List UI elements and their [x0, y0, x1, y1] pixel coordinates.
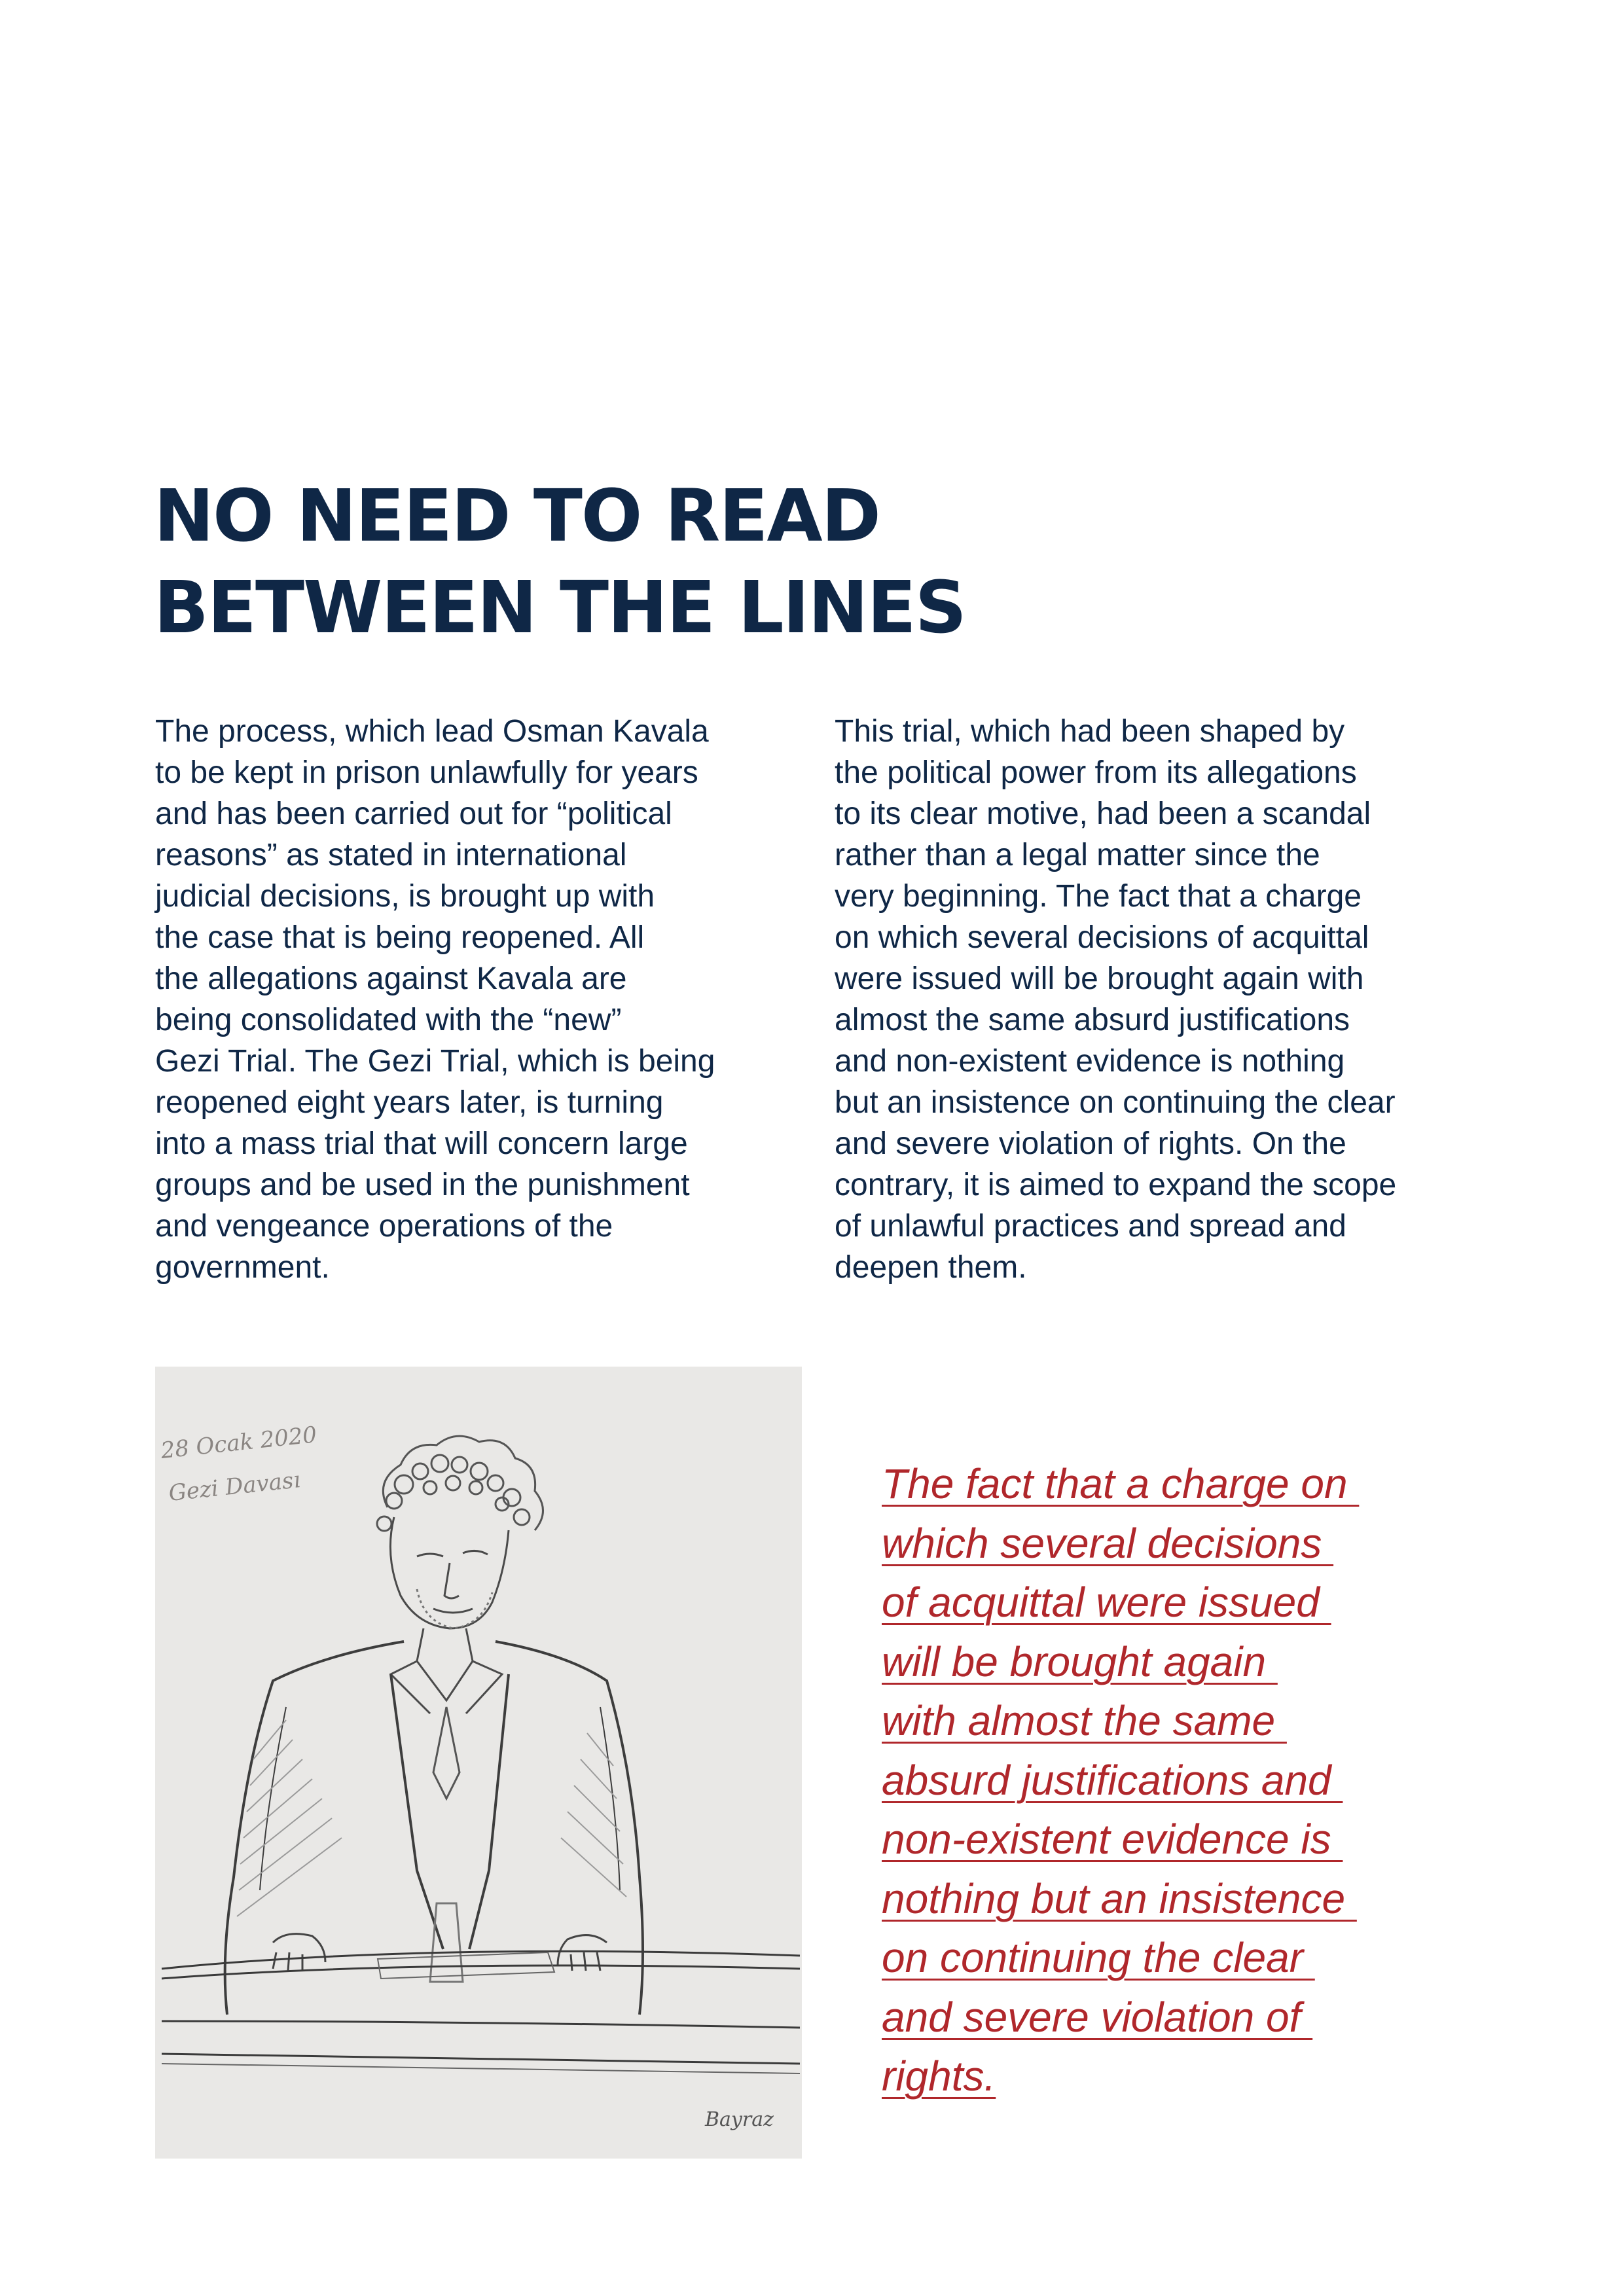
- pull-quote-line: non-existent evidence is: [882, 1816, 1343, 1863]
- body-column-left: [155, 711, 816, 1288]
- pull-quote-line: will be brought again: [882, 1638, 1278, 1685]
- sketch-case-note: Gezi Davası: [167, 1467, 302, 1507]
- sketch-date-note: 28 Ocak 2020: [159, 1422, 318, 1464]
- body-line: on which several decisions of acquittal: [835, 920, 1369, 955]
- body-line: This trial, which had been shaped by: [835, 714, 1345, 749]
- body-line: almost the same absurd justifications: [835, 1003, 1350, 1037]
- pull-quote-line: rights.: [882, 2053, 996, 2100]
- body-line: and has been carried out for “political: [155, 797, 672, 831]
- body-line: government.: [155, 1250, 330, 1285]
- body-line: but an insistence on continuing the clear: [835, 1085, 1396, 1120]
- pull-quote-line: of acquittal were issued: [882, 1579, 1331, 1626]
- pull-quote-line: with almost the same: [882, 1697, 1287, 1744]
- body-line: and vengeance operations of the: [155, 1209, 613, 1244]
- body-line: were issued will be brought again with: [835, 961, 1364, 996]
- body-line: the case that is being reopened. All: [155, 920, 645, 955]
- body-line: the allegations against Kavala are: [155, 961, 627, 996]
- body-line: groups and be used in the punishment: [155, 1168, 690, 1202]
- body-line: judicial decisions, is brought up with: [155, 879, 655, 914]
- pull-quote-line: which several decisions: [882, 1519, 1334, 1567]
- body-line: Gezi Trial. The Gezi Trial, which is being: [155, 1044, 715, 1079]
- body-line: deepen them.: [835, 1250, 1027, 1285]
- pull-quote: [882, 1454, 1536, 2106]
- page-title-line-2: BETWEEN THE LINES: [154, 565, 965, 649]
- page-title-line-1: NO NEED TO READ: [154, 474, 880, 558]
- body-line: rather than a legal matter since the: [835, 838, 1320, 872]
- body-line: The process, which lead Osman Kavala: [155, 714, 709, 749]
- artist-signature: Bayraz: [705, 2108, 774, 2131]
- body-line: and severe violation of rights. On the: [835, 1126, 1346, 1161]
- body-line: reasons” as stated in international: [155, 838, 627, 872]
- pull-quote-line: on continuing the clear: [882, 1934, 1315, 1981]
- body-line: of unlawful practices and spread and: [835, 1209, 1346, 1244]
- sketch-drawing: [155, 1367, 802, 2159]
- body-line: very beginning. The fact that a charge: [835, 879, 1362, 914]
- body-line: to be kept in prison unlawfully for years: [155, 755, 698, 790]
- pull-quote-line: nothing but an insistence: [882, 1874, 1357, 1922]
- body-line: being consolidated with the “new”: [155, 1003, 622, 1037]
- body-column-right: [835, 711, 1496, 1288]
- courtroom-sketch: [155, 1367, 802, 2159]
- page-title: [154, 470, 1398, 653]
- pull-quote-line: absurd justifications and: [882, 1756, 1343, 1804]
- body-line: reopened eight years later, is turning: [155, 1085, 664, 1120]
- body-line: contrary, it is aimed to expand the scope: [835, 1168, 1397, 1202]
- pull-quote-line: The fact that a charge on: [882, 1460, 1360, 1507]
- body-line: and non-existent evidence is nothing: [835, 1044, 1345, 1079]
- body-line: into a mass trial that will concern large: [155, 1126, 688, 1161]
- body-line: the political power from its allegations: [835, 755, 1357, 790]
- body-line: to its clear motive, had been a scandal: [835, 797, 1371, 831]
- pull-quote-line: and severe violation of: [882, 1993, 1313, 2041]
